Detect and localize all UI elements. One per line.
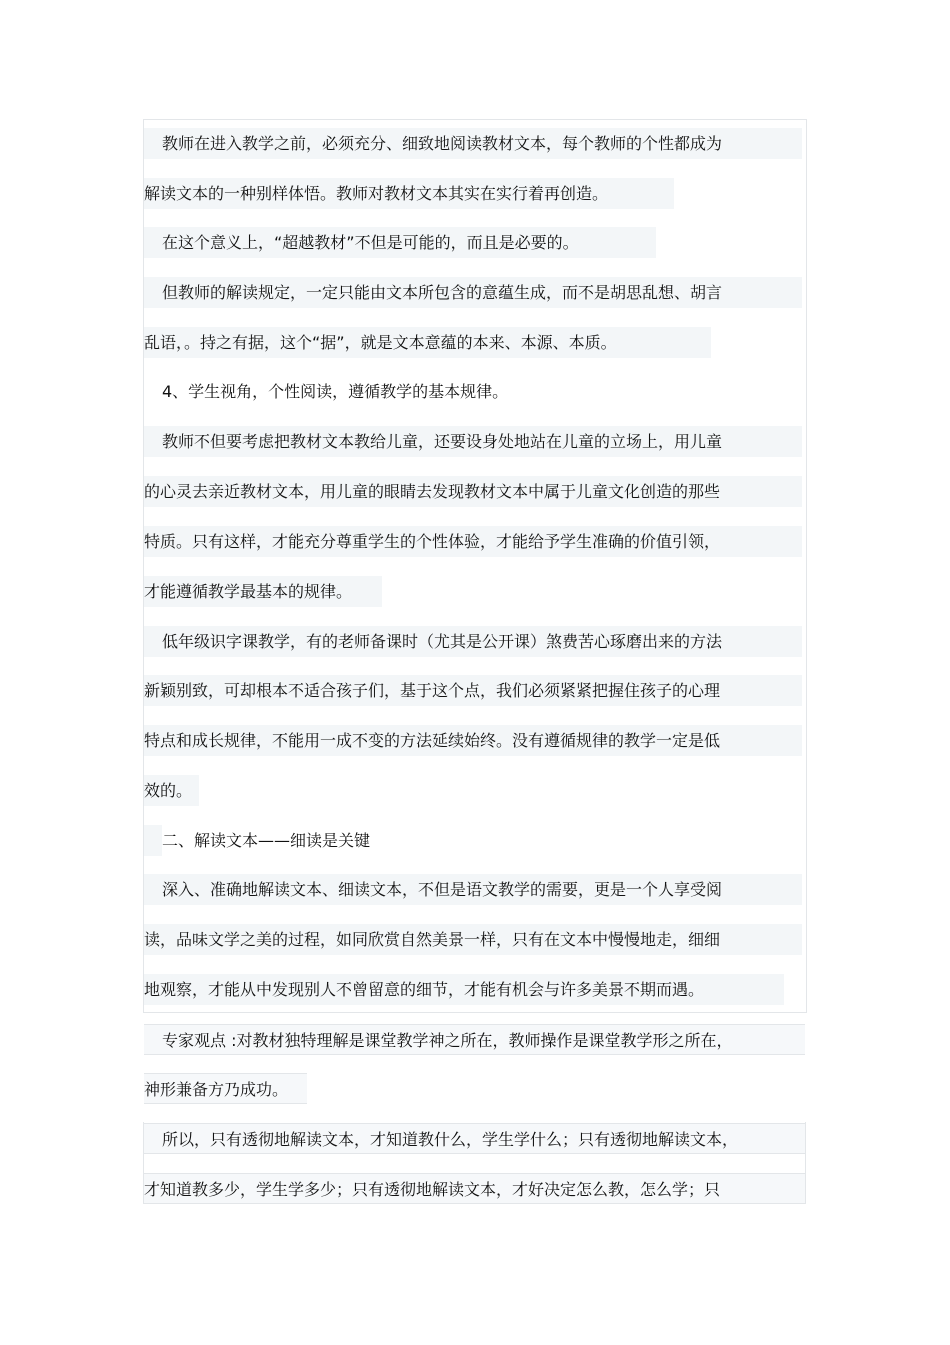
text-line: 才能遵循教学最基本的规律。 bbox=[144, 576, 382, 607]
section-heading: 二、解读文本——细读是关键 bbox=[144, 825, 404, 856]
text-line: 才知道教多少，学生学多少；只有透彻地解读文本，才好决定怎么教，怎么学；只 bbox=[144, 1173, 805, 1204]
text-line: 深入、准确地解读文本、细读文本，不但是语文教学的需要，更是一个人享受阅 bbox=[144, 874, 802, 905]
text-line: 地观察，才能从中发现别人不曾留意的细节，才能有机会与许多美景不期而遇。 bbox=[144, 974, 784, 1005]
text-line: 的心灵去亲近教材文本，用儿童的眼睛去发现教材文本中属于儿童文化创造的那些 bbox=[144, 476, 802, 507]
text-line: 教师在进入教学之前，必须充分、细致地阅读教材文本，每个教师的个性都成为 bbox=[144, 128, 802, 159]
text-line: 低年级识字课教学，有的老师备课时（尤其是公开课）煞费苦心琢磨出来的方法 bbox=[144, 626, 802, 657]
text-line: 教师不但要考虑把教材文本教给儿童，还要设身处地站在儿童的立场上，用儿童 bbox=[144, 426, 802, 457]
text-line: 但教师的解读规定，一定只能由文本所包含的意蕴生成，而不是胡思乱想、胡言 bbox=[144, 277, 802, 308]
text-line: 所以，只有透彻地解读文本，才知道教什么，学生学什么；只有透彻地解读文本， bbox=[144, 1123, 805, 1154]
text-line: 4、学生视角，个性阅读，遵循教学的基本规律。 bbox=[162, 382, 509, 401]
text-line: 效的。 bbox=[144, 775, 199, 806]
text-line: 解读文本的一种别样体悟。教师对教材文本其实在实行着再创造。 bbox=[144, 178, 674, 209]
text-line: 在这个意义上，“超越教材”不但是可能的，而且是必要的。 bbox=[144, 227, 656, 258]
text-line: 读，品味文学之美的过程，如同欣赏自然美景一样，只有在文本中慢慢地走，细细 bbox=[144, 924, 802, 955]
text-line: 特点和成长规律，不能用一成不变的方法延续始终。没有遵循规律的教学一定是低 bbox=[144, 725, 802, 756]
text-line: 特质。只有这样，才能充分尊重学生的个性体验，才能给予学生准确的价值引领， bbox=[144, 526, 802, 557]
expert-opinion-line: 专家观点 :对教材独特理解是课堂教学神之所在，教师操作是课堂教学形之所在， bbox=[144, 1024, 805, 1055]
text-line: 乱语，。持之有据，这个“据”，就是文本意蕴的本来、本源、本质。 bbox=[144, 327, 711, 358]
text-line: 新颖别致，可却根本不适合孩子们，基于这个点，我们必须紧紧把握住孩子的心理 bbox=[144, 675, 802, 706]
text-line: 神形兼备方乃成功。 bbox=[144, 1073, 307, 1104]
